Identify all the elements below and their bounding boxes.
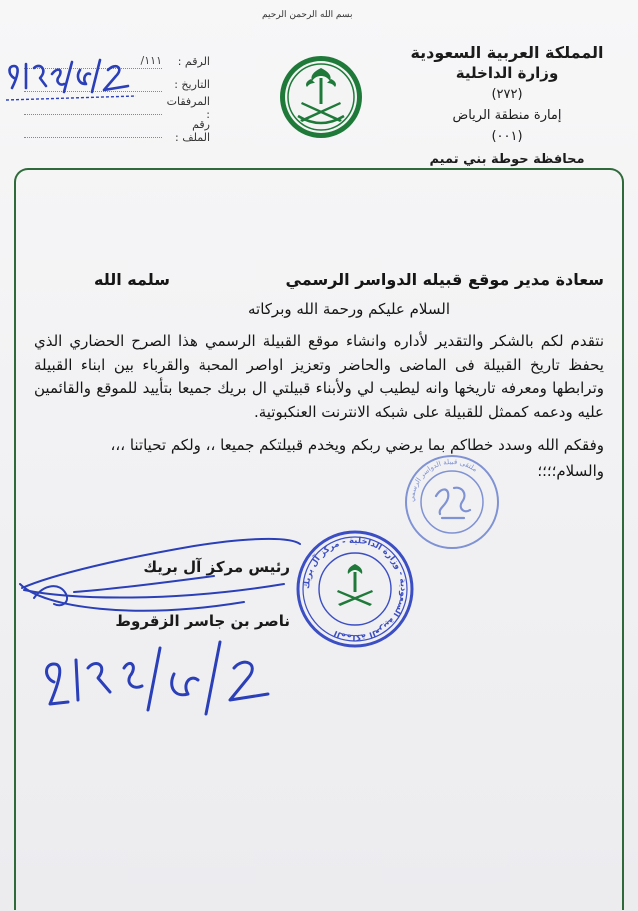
number-value: ١١١/ — [24, 54, 162, 69]
official-green-stamp — [294, 528, 416, 650]
addressee: سعادة مدير موقع قبيله الدواسر الرسمي — [285, 270, 604, 289]
basmala: بسم الله الرحمن الرحيم — [262, 10, 353, 20]
blue-organization-stamp — [402, 452, 502, 552]
addressee-greeting: سلمه الله — [94, 270, 170, 289]
emirate-code: (٠٠١) — [491, 129, 523, 144]
governorate-name: محافظة حوطة بني تميم — [423, 151, 590, 170]
signatory-title: رئيس مركز آل بريك — [143, 558, 290, 576]
letter-body: نتقدم لكم بالشكر والتقدير لأداره وانشاء موقع القبيلة الرسمي هذا الصرح الحضاري الذي يحفظ تاريخ القبيلة فى الماضى والحاضر وتعزيز اواصر المحبة والقرباء بين ابناء القبيلة وترابطها ومعرفه تاريخها وانه ليطيب لي ولأبناء قبيلتي ال بريك جميعا بتأييد للموقع والقائمين عليه ودعمه كممثل للقبيلة على شبكه الانترنت العنكبوتية. — [34, 332, 604, 421]
ministry-code: (٢٧٢) — [491, 87, 523, 102]
file-number-row — [24, 119, 210, 142]
addressee-line — [34, 270, 604, 289]
signatory-name: ناصر بن جاسر الزقروط — [115, 612, 290, 630]
saudi-emblem-icon — [278, 54, 364, 140]
government-header — [402, 42, 612, 170]
handwritten-date-top — [4, 56, 140, 108]
date-label: التاريخ : — [174, 78, 210, 91]
blue-stamp-text: ملتقى قبيلة الدواسر الرسمي — [407, 457, 479, 503]
file-number-label: رقم الملف : — [175, 117, 210, 144]
number-label: الرقم : — [177, 55, 210, 68]
closing-salutation: والسلام؛؛؛؛ — [537, 462, 604, 480]
ministry-name: وزارة الداخلية — [455, 64, 559, 82]
emirate-name: إمارة منطقة الرياض — [452, 108, 562, 123]
handwritten-date-bottom — [38, 628, 278, 724]
svg-text:ملتقى قبيلة الدواسر الرسمي — [408, 458, 479, 502]
attachments-label: المرفقات : — [166, 94, 210, 121]
salam-greeting: السلام عليكم ورحمة الله وبركاته — [248, 300, 450, 318]
green-stamp-text: المملكة العربية السعودية - وزارة الداخلية - مركز آل بريك — [301, 535, 409, 643]
closing-line: وفقكم الله وسدد خطاكم بما يرضي ربكم ويخدم قبيلتكم جميعا ،، ولكم تحياتنا ،،، — [110, 436, 604, 454]
kingdom-name: المملكة العربية السعودية — [410, 43, 604, 62]
file-number-value — [24, 123, 162, 138]
